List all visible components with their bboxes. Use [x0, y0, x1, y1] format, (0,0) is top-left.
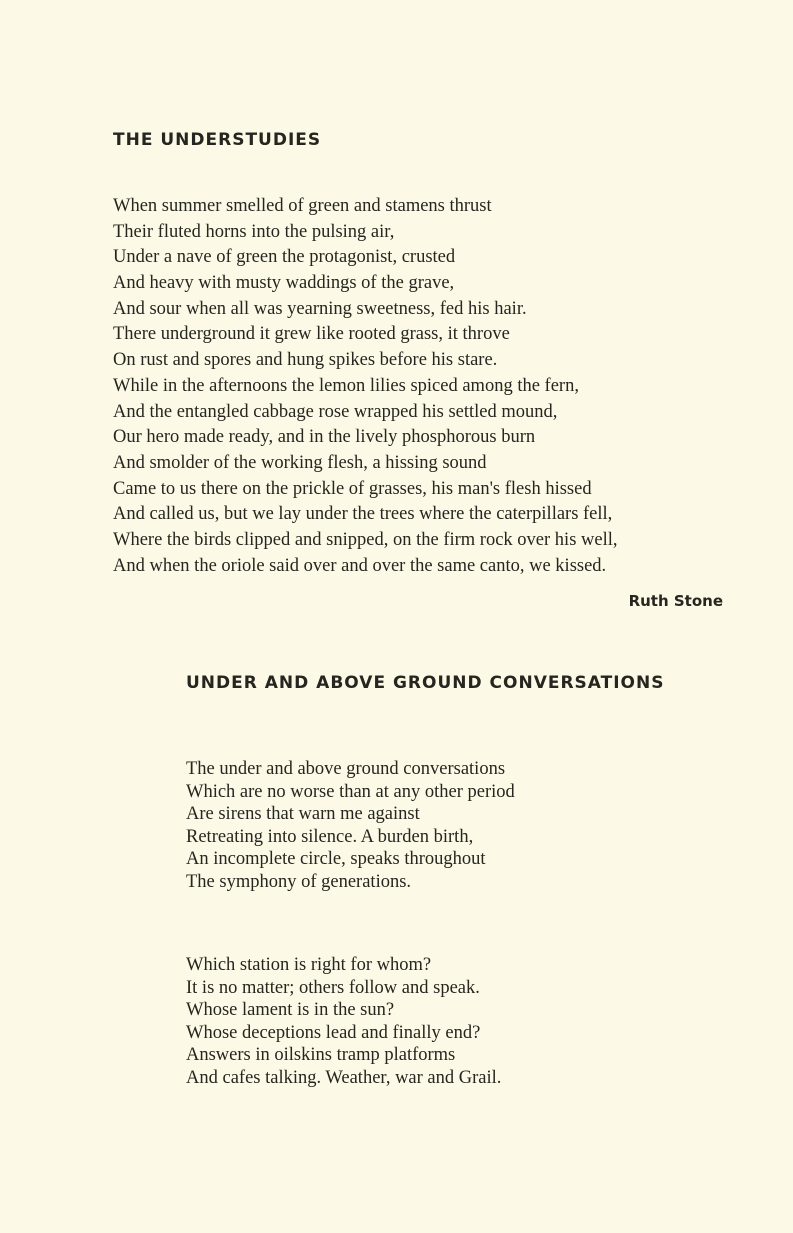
poem-line: Their fluted horns into the pulsing air,	[113, 221, 395, 242]
poem-line: And cafes talking. Weather, war and Grail.	[186, 1067, 502, 1088]
poem-line: Under a nave of green the protagonist, crusted	[113, 247, 456, 268]
poem-line: The symphony of generations.	[186, 871, 412, 892]
poem-line: Answers in oilskins tramp platforms	[186, 1045, 456, 1065]
poem-line: And the entangled cabbage rose wrapped his settled mound,	[113, 401, 558, 422]
poem-line: An incomplete circle, speaks throughout	[186, 849, 486, 869]
poem-stanza	[186, 954, 501, 1089]
poem-title: THE UNDERSTUDIES	[113, 130, 322, 150]
poem-line: And when the oriole said over and over the same canto, we kissed.	[113, 555, 607, 576]
poem-line: And sour when all was yearning sweetness, fed his hair.	[113, 298, 527, 319]
poem-line: Are sirens that warn me against	[186, 804, 420, 824]
poem-line: There underground it grew like rooted grass, it throve	[113, 324, 510, 345]
poem-line: Whose lament is in the sun?	[186, 1000, 395, 1020]
poem-stanza	[186, 758, 515, 893]
poem-line: The under and above ground conversations	[186, 759, 506, 779]
poem-title: UNDER AND ABOVE GROUND CONVERSATIONS	[186, 673, 665, 693]
poem-line: Our hero made ready, and in the lively phosphorous burn	[113, 427, 536, 448]
poem-line: And called us, but we lay under the trees where the caterpillars fell,	[113, 504, 613, 525]
poem-line: On rust and spores and hung spikes before his stare.	[113, 350, 498, 371]
poem-line: When summer smelled of green and stamens thrust	[113, 196, 492, 216]
poem-line: Where the birds clipped and snipped, on the firm rock over his well,	[113, 529, 618, 550]
poem-line: Which station is right for whom?	[186, 955, 432, 975]
poem-body	[113, 194, 618, 579]
poem-line: And heavy with musty waddings of the grave,	[113, 273, 455, 294]
poem-line: It is no matter; others follow and speak.	[186, 977, 480, 998]
poem-line: And smolder of the working flesh, a hissing sound	[113, 452, 487, 473]
poem-line: While in the afternoons the lemon lilies spiced among the fern,	[113, 375, 579, 396]
poem-author: Ruth Stone	[628, 592, 723, 610]
poem-line: Which are no worse than at any other period	[186, 781, 515, 802]
poem-line: Came to us there on the prickle of grasses, his man's flesh hissed	[113, 478, 592, 499]
poem-line: Whose deceptions lead and finally end?	[186, 1022, 481, 1043]
poem-line: Retreating into silence. A burden birth,	[186, 826, 474, 847]
